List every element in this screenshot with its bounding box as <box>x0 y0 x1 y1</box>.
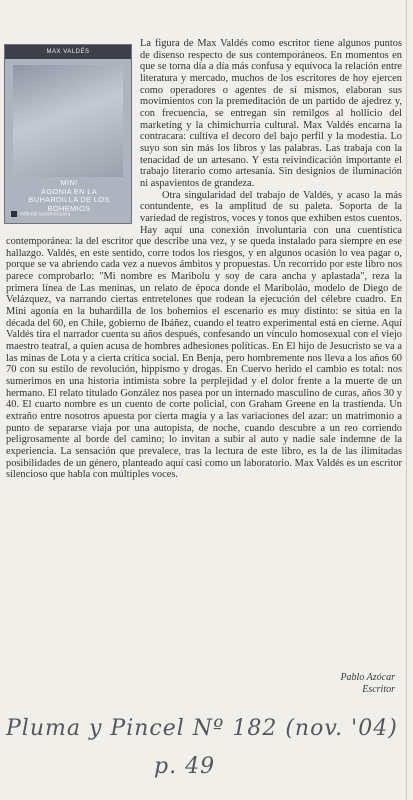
handwritten-source-note: Pluma y Pincel Nº 182 (nov. '04) <box>6 716 398 741</box>
scan-edge-line <box>406 0 407 800</box>
article-body <box>6 38 402 481</box>
handwritten-page-note: p. 49 <box>154 754 216 779</box>
publisher-name: editorial sudamericana <box>20 211 71 218</box>
author-name: Pablo Azócar <box>340 672 395 683</box>
cover-spacer <box>6 38 134 228</box>
article-paragraph: La figura de Max Valdés como escritor tiene algunos puntos de disenso respecto de sus contemporáneos. En momentos en que se torna día a día más confusa y equívoca la relación entre literatura y mercado, muchos de los escritores de hoy ejercen como operadores o agentes de sí mismos, elaboran sus movimientos con la premeditación de un partido de ajedrez y, con frecuencia, se entregan sin remilgos al hollicio del marketing y la chimichurria cultural. Max Valdés encarna la contracara: cultiva el decoro del bajo perfil y la modestia. Lo suyo son sin más los libros y las palabras. Las trabaja con la tenacidad de un artesano. Y esta reivindicación importante el trabajo literario como artesanía. Sin designios de iluminación ni aspavientos de grandeza. <box>140 38 402 189</box>
article-paragraph: Otra singularidad del trabajo de Valdés, y acaso la más contundente, es la amplitud de su paleta. Soporta de la variedad de registros, voces y tonos que exhiben estos cuentos. Hay aquí una conexión involuntaria con una cuentística contemporánea: la del escritor que describe una vez, y se queda instalado para siempre en ese hallazgo. Valdés, en este sentido, corre todos los riesgos, y en algunos ocasión lo vea pagar o, porque se va abriendo cada vez a nuevos ámbitos y propuestas. Un recorrido por este libro nos parece comprobarlo: "Mi nombre es Maribolu y soy de cara ancha y aplastada", reza la primera línea de Las meninas, un relato de época donde el Mariboláo, modelo de Diego de Velázquez, va narrando ciertas entretelones que rodean la ejecución del célebre cuadro. En Mini agonía en la buhardilla de los bohemios el escenario es muy distinto: se sitúa en la década del 60, en Chile, gobierno de Ibáñez, cuando el teatro experimental está en cierne. Aquí Valdés tira el narrador cuenta su años después, confesando un vínculo homosexual con el viejo maestro teatral, a quien acusa de hombres adhesiones políticas. En El hijo de Jesucristo se va a las minas de Lota y a cierta crítica social. En Benja, pero hombremente nos lleva a los años 60 70 con su estilo de revolución, hippismo y drogas. En Cuervo herido el cambio es total: nos sumerimos en una historia intimista sobre la perplejidad y el dolor frente a la muerte de un hermano. El relato titulado González nos pasea por un internado masculino de curas, años 30 y 40. El cuarto nombre es un cuento de corte policial, con Graham Greene en la trastienda. Un extraño entre nosotros apuesta por cierta magia y a las variaciones del azar: un matrimonio a punto de separarse viaja por una autopista, de noche, cuando descubre a un reo corriendo peligrosamente al borde del camino; lo invitan a subir al auto y nadie sale indemne de la experiencia. La sensación que prevalece, tras la lectura de este libro, es la de las ilimitadas posibilidades de un género, planteado aquí casi como un laboratorio. Max Valdés es un escritor silencioso que habla con múltiples voces. <box>6 189 402 481</box>
cover-title-line: AGONIA EN LA <box>40 186 98 196</box>
cover-author-name: MAX VALDÉS <box>5 45 131 59</box>
author-role: Escritor <box>362 684 395 695</box>
cover-title-line: MINI <box>60 178 78 187</box>
cover-title-line: BOHEMIOS <box>47 203 91 213</box>
author-signature <box>340 672 395 696</box>
cover-title-line: BUHARDILLA DE LOS <box>28 195 110 204</box>
